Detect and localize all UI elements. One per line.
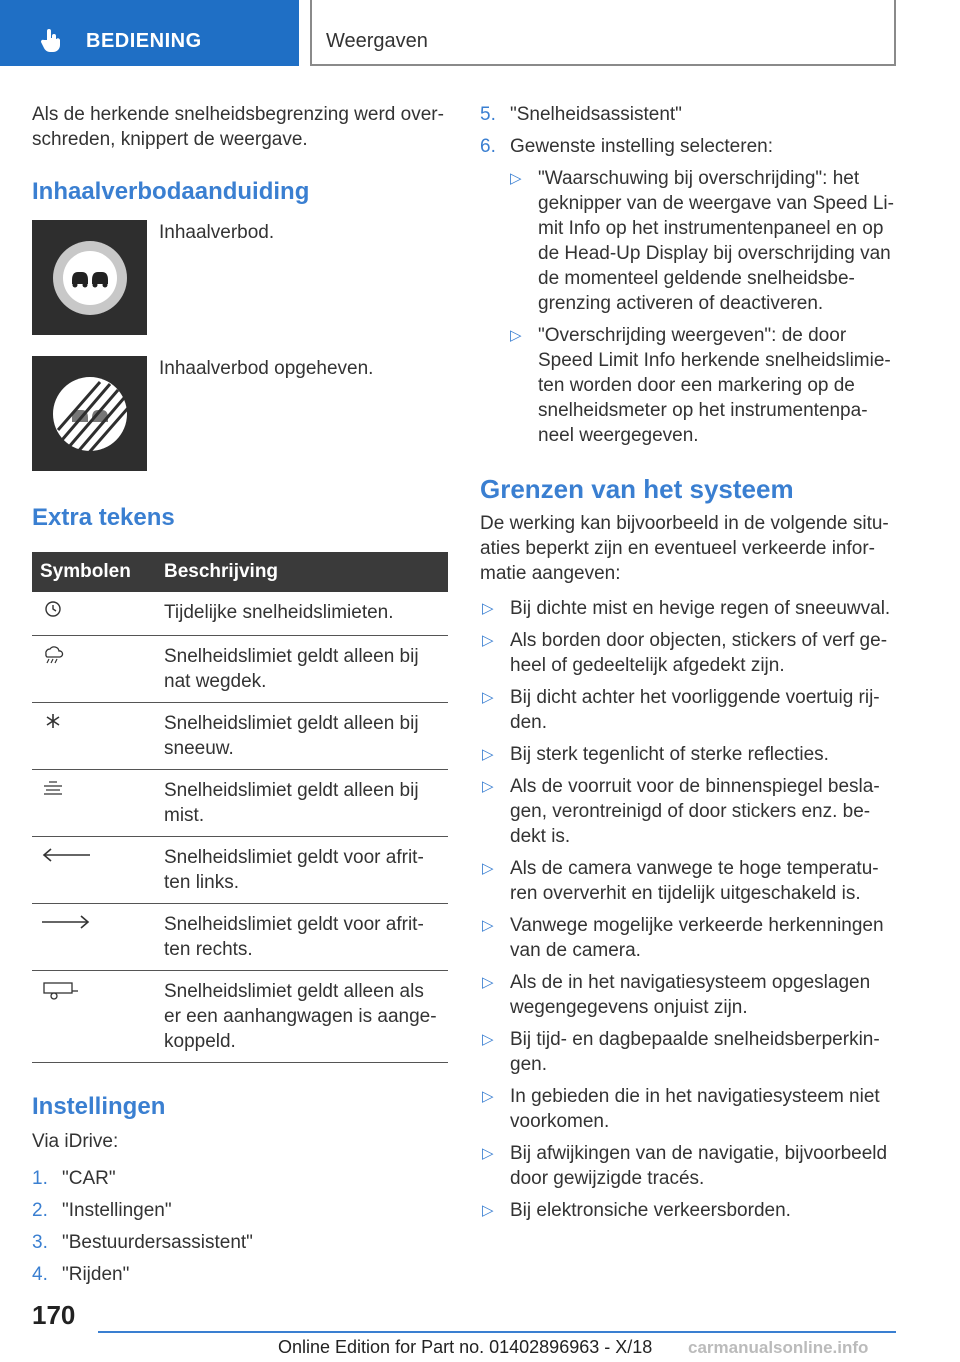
settings-steps-right <box>480 102 896 159</box>
fog-icon <box>40 778 66 800</box>
table-row: Snelheidslimiet geldt voor afrit- ten links. <box>32 837 448 904</box>
list-item: ▷ "Waarschuwing bij overschrijding": het geknipper van de weergave van Speed Li- mit Info op het instrumentenpaneel en op de Head-Up Display bij overschrijding van de momenteel geldende snelheidsbe- grenzing activeren of deactiveren. <box>510 168 894 314</box>
sign-label-no-overtaking: Inhaalverbod. <box>159 222 275 243</box>
table-header-beschrijving: Beschrijving <box>156 552 448 592</box>
triangle-bullet-icon: ▷ <box>482 1088 494 1105</box>
triangle-bullet-icon: ▷ <box>482 1202 494 1219</box>
sign-row-no-overtaking <box>32 220 448 336</box>
table-header-symbolen: Symbolen <box>32 552 156 592</box>
triangle-bullet-icon: ▷ <box>482 974 494 991</box>
triangle-bullet-icon: ▷ <box>482 689 494 706</box>
via-idrive: Via iDrive: <box>32 1131 119 1152</box>
intro-paragraph: Als de herkende snelheidsbegrenzing werd over- schreden, knippert de weergave. <box>32 104 444 150</box>
list-item: ▷ Vanwege mogelijke verkeerde herkenningen van de camera. <box>482 915 884 961</box>
triangle-bullet-icon: ▷ <box>510 327 522 344</box>
limits-intro: De werking kan bijvoorbeeld in de volgende situ- aties beperkt zijn en eventueel verkeerde infor- matie aangeven: <box>480 513 889 584</box>
extra-tekens-heading: Extra tekens <box>32 504 175 531</box>
page-header <box>0 0 960 66</box>
instellingen-heading: Instellingen <box>32 1093 166 1120</box>
list-item: ▷ Als de voorruit voor de binnenspiegel besla- gen, verontreinigd of door stickers enz. be- dekt is. <box>482 776 880 847</box>
table-row: Snelheidslimiet geldt alleen bij nat wegdek. <box>32 636 448 703</box>
list-item: 6. Gewenste instelling selecteren: <box>480 136 773 157</box>
list-item: ▷ Bij dichte mist en hevige regen of sneeuwval. <box>482 598 891 619</box>
list-item: ▷ Bij dicht achter het voorliggende voertuig rij- den. <box>482 687 880 733</box>
chapter-label: Weergaven <box>326 30 428 52</box>
triangle-bullet-icon: ▷ <box>482 632 494 649</box>
list-item: 4. "Rijden" <box>32 1264 130 1285</box>
list-item: 3. "Bestuurdersassistent" <box>32 1232 253 1253</box>
clock-icon <box>40 600 66 620</box>
section-tab-bediening[interactable] <box>0 0 299 66</box>
triangle-bullet-icon: ▷ <box>482 600 494 617</box>
triangle-bullet-icon: ▷ <box>482 1145 494 1162</box>
right-column <box>480 102 896 1230</box>
list-item: ▷ In gebieden die in het navigatiesysteem niet voorkomen. <box>482 1086 880 1132</box>
list-item: ▷ Als de camera vanwege te hoge temperatu- ren oververhit en tijdelijk uitgeschakeld is. <box>482 858 879 904</box>
rain-cloud-icon <box>40 644 66 666</box>
inhaalverbod-heading: Inhaalverbodaanduiding <box>32 178 310 205</box>
trailer-icon <box>40 979 80 1001</box>
settings-steps-left <box>32 1166 448 1287</box>
triangle-bullet-icon: ▷ <box>482 778 494 795</box>
list-item: ▷ Bij tijd- en dagbepaalde snelheidsberperkin- gen. <box>482 1029 880 1075</box>
symbols-table <box>32 552 448 1063</box>
end-no-overtaking-sign-icon <box>32 356 147 471</box>
triangle-bullet-icon: ▷ <box>482 860 494 877</box>
list-item: ▷ Bij elektronsiche verkeersborden. <box>482 1200 791 1221</box>
list-item: 5. "Snelheidsassistent" <box>480 104 682 125</box>
limits-list <box>480 596 896 1223</box>
arrow-right-icon <box>40 912 92 932</box>
list-item: ▷ Bij afwijkingen van de navigatie, bijvoorbeeld door gewijzigde tracés. <box>482 1143 888 1189</box>
list-item: 2. "Instellingen" <box>32 1200 172 1221</box>
chapter-tab[interactable] <box>310 0 896 66</box>
table-row: Snelheidslimiet geldt alleen als er een aanhangwagen is aange- koppeld. <box>32 971 448 1063</box>
watermark: carmanualsonline.info <box>688 1338 869 1357</box>
edition-text: Online Edition for Part no. 01402896963 - X/18 <box>278 1337 653 1357</box>
table-row: Snelheidslimiet geldt voor afrit- ten rechts. <box>32 904 448 971</box>
arrow-left-icon <box>40 845 92 865</box>
no-overtaking-sign-icon <box>32 220 147 335</box>
table-row: Tijdelijke snelheidslimieten. <box>32 592 448 636</box>
triangle-bullet-icon: ▷ <box>482 746 494 763</box>
sign-label-end-no-overtaking: Inhaalverbod opgeheven. <box>159 358 374 379</box>
triangle-bullet-icon: ▷ <box>482 1031 494 1048</box>
page-number: 170 <box>32 1300 76 1330</box>
hand-pointer-icon <box>38 27 64 53</box>
setting-options-list <box>508 166 896 448</box>
list-item: 1. "CAR" <box>32 1168 116 1189</box>
sign-row-end-no-overtaking <box>32 356 448 472</box>
list-item: ▷ Bij sterk tegenlicht of sterke reflecties. <box>482 744 829 765</box>
list-item: ▷ Als borden door objecten, stickers of verf ge- heel of gedeeltelijk afgedekt zijn. <box>482 630 888 676</box>
triangle-bullet-icon: ▷ <box>482 917 494 934</box>
footer-divider <box>98 1331 896 1333</box>
grenzen-heading: Grenzen van het systeem <box>480 474 794 504</box>
triangle-bullet-icon: ▷ <box>510 170 522 187</box>
table-row: Snelheidslimiet geldt alleen bij sneeuw. <box>32 703 448 770</box>
list-item: ▷ Als de in het navigatiesysteem opgeslagen wegengegevens onjuist zijn. <box>482 972 871 1018</box>
left-column <box>32 102 448 1294</box>
table-row: Snelheidslimiet geldt alleen bij mist. <box>32 770 448 837</box>
section-label: BEDIENING <box>86 30 202 52</box>
list-item: ▷ "Overschrijding weergeven": de door Speed Limit Info herkende snelheidslimie- ten worden door een markering op de snelheidsmeter op het instrumentenpa- neel weergegeven. <box>510 325 891 446</box>
snowflake-icon <box>40 711 66 731</box>
